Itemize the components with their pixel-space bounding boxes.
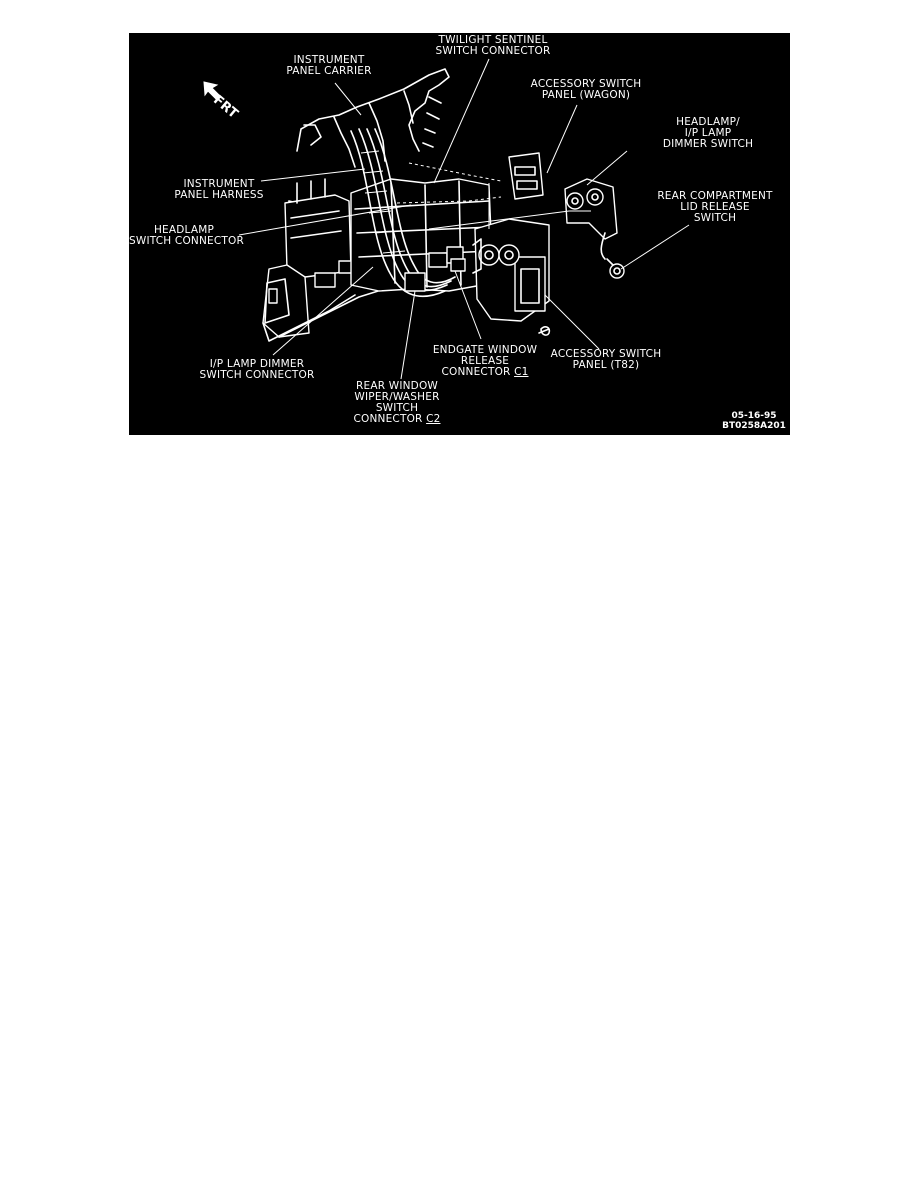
label-line: WIPER/WASHER: [354, 391, 440, 403]
instrument-panel-carrier-shape: [263, 69, 624, 341]
label-underlined-code: C2: [426, 413, 441, 425]
label-line: HEADLAMP: [153, 224, 215, 236]
label-line: ENDGATE WINDOW: [432, 344, 538, 356]
label-line: INSTRUMENT: [183, 178, 255, 190]
label-ip-lamp-dimmer-switch-connector: [193, 359, 321, 381]
label-rear-window-wiper-washer-switch-connector-c2: [339, 381, 455, 425]
label-accessory-switch-panel-t82: [543, 349, 669, 371]
front-direction-label: FRT: [210, 92, 241, 122]
label-rear-compartment-lid-release-switch: [647, 191, 783, 224]
label-line: REAR WINDOW: [355, 380, 438, 392]
label-line: I/P LAMP DIMMER: [209, 358, 305, 370]
label-line: [339, 414, 455, 425]
label-line: SWITCH CONNECTOR: [435, 45, 551, 57]
label-line: TWILIGHT SENTINEL: [438, 34, 548, 46]
label-line: INSTRUMENT: [293, 54, 365, 66]
stamp-code: BT0258A201: [722, 421, 786, 431]
label-line: I/P LAMP: [684, 127, 732, 139]
label-line: HEADLAMP/: [676, 116, 740, 128]
label-line: PANEL HARNESS: [174, 189, 264, 201]
label-underlined-code: C1: [514, 366, 529, 378]
label-line: PANEL (WAGON): [541, 89, 631, 101]
label-line: ACCESSORY SWITCH: [550, 348, 662, 360]
label-line: PANEL (T82): [572, 359, 640, 371]
label-line: SWITCH CONNECTOR: [129, 235, 244, 247]
label-line: SWITCH: [375, 402, 419, 414]
label-endgate-window-release-connector-c1: [425, 345, 545, 378]
component-locator-figure: [129, 33, 790, 435]
label-instrument-panel-harness: [159, 179, 279, 201]
label-instrument-panel-carrier: [269, 55, 389, 77]
label-line: SWITCH CONNECTOR: [199, 369, 315, 381]
label-line: DIMMER SWITCH: [662, 138, 754, 150]
label-word: CONNECTOR: [353, 413, 423, 425]
figure-reference-stamp: [721, 411, 787, 431]
label-accessory-switch-panel-wagon: [521, 79, 651, 101]
label-line: RELEASE: [460, 355, 510, 367]
label-word: CONNECTOR: [441, 366, 511, 378]
stamp-date: 05-16-95: [731, 411, 777, 421]
label-line: [425, 367, 545, 378]
label-line: PANEL CARRIER: [286, 65, 372, 77]
label-headlamp-switch-connector: [129, 224, 244, 247]
label-headlamp-ip-lamp-dimmer-switch: [655, 117, 761, 150]
label-line: SWITCH: [693, 212, 737, 224]
label-line: LID RELEASE: [680, 201, 750, 213]
label-twilight-sentinel-connector: [423, 35, 563, 57]
label-line: REAR COMPARTMENT: [657, 190, 773, 202]
label-line: ACCESSORY SWITCH: [530, 78, 642, 90]
